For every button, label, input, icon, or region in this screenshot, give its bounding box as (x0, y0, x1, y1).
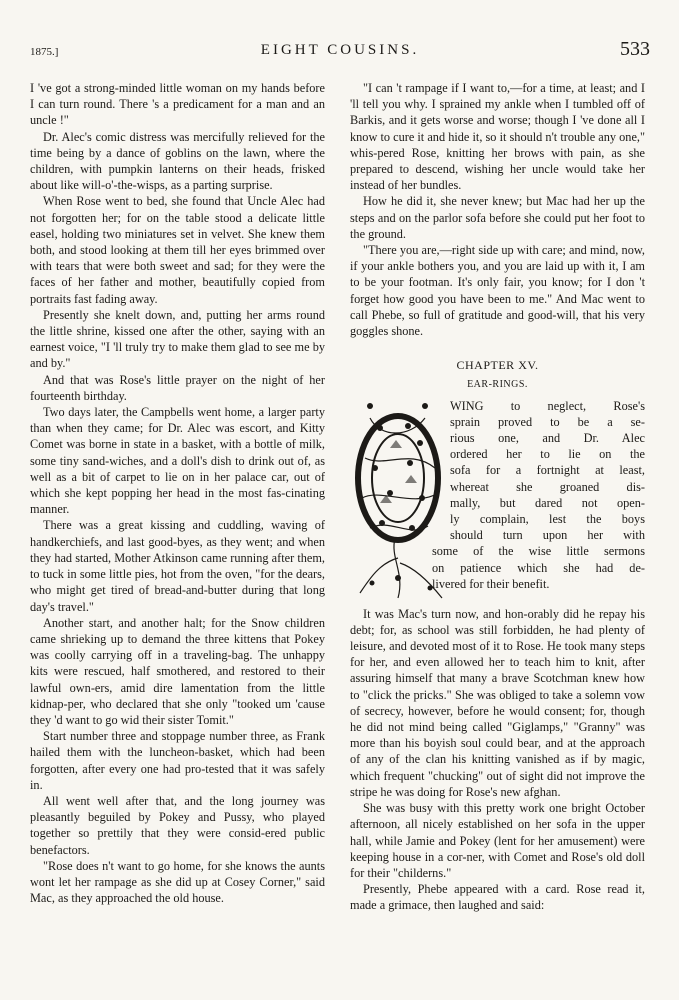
text-line: ly complain, lest the boys (450, 511, 645, 526)
paragraph: Dr. Alec's comic distress was mercifully relieved for the time being by a dance of goblins on the lawn, where the children, with pumpkin lanterns on their heads, frisked about like will-o'-the-wisps, as a parting surprise. (30, 129, 325, 193)
paragraph: She was busy with this pretty work one bright October afternoon, all nicely established on her sofa in the upper hall, while Jamie and Pokey (lent for her amusement) were keeping house in a cor-ner, with Comet and Rose's old doll for their "childerns." (350, 801, 645, 880)
paragraph: Presently she knelt down, and, putting her arms round the little shrine, kissed one after the other, saying with an earnest voice, "I 'll truly try to make them glad to see me by and by." (30, 307, 325, 371)
dropcap-text (350, 398, 645, 592)
paragraph: "There you are,—right side up with care; and mind, now, if your ankle bothers you, and you are laid up with it, I am to be your footman. It's only fair, you know; for I don 't forget how good you have been to me." And Mac went to call Phebe, so full of gratitude and good-will, that his very goggles shone. (350, 243, 645, 339)
text-line: WING to neglect, Rose's (450, 398, 645, 413)
paragraph: I 've got a strong-minded little woman on my hands before I can turn round. There 's a predicament for a man and an uncle !" (30, 81, 325, 128)
paragraph: There was a great kissing and cuddling, waving of handkerchiefs, and last good-byes, as they went; and when they had started, Mother Atkinson came running after them, to tuck in some little pies, hot from the oven, "for the dears, who might get tired of bread-and-butter during that long day's travel." (30, 518, 325, 614)
chapter-title: EAR-RINGS. (467, 379, 528, 391)
paragraph: And that was Rose's little prayer on the night of her fourteenth birthday. (30, 372, 325, 403)
text-line: some of the wise little sermons (432, 544, 645, 559)
paragraph: All went well after that, and the long journey was pleasantly beguiled by Pokey and Pussy, who played together so prettily that they were consid-ered public benefactors. (30, 793, 325, 857)
paragraph: Presently, Phebe appeared with a card. Rose read it, made a grimace, then laughed and said: (350, 882, 645, 913)
text-line: livered for their benefit. (432, 576, 550, 591)
text-line: mally, but dared not open- (450, 495, 645, 510)
running-header (30, 38, 650, 68)
paragraph: How he did it, she never knew; but Mac had her up the steps and on the parlor sofa before she could put her foot to the ground. (350, 194, 645, 241)
header-year: 1875.] (30, 46, 59, 58)
chapter-opening (350, 398, 645, 606)
text-line: ordered her to lie on the (450, 447, 645, 462)
chapter-heading: CHAPTER XV. (456, 358, 539, 373)
left-column (30, 80, 325, 906)
text-line: on patience which she had de- (432, 560, 645, 575)
text-line: whereat she groaned dis- (450, 479, 645, 494)
text-line: should turn upon her with (450, 528, 645, 543)
text-line: sofa for a fortnight at least, (450, 463, 645, 478)
page-number: 533 (620, 38, 650, 60)
paragraph: Two days later, the Campbells went home, a larger party than when they came; for Dr. Alec was escort, and Kitty Comet was borne in state in a basket, with a bottle of milk, some tiny sand-wiches, and a doll's dish to drink out of, as well as a bit of carpet to lie on in her palace car, out of which she kept popping her head in the most fas-cinating manner. (30, 405, 325, 517)
paragraph: Another start, and another halt; for the Snow children came shrieking up to demand the three kittens that Pokey was coolly carrying off in a traveling-bag. The unhappy kits were rescued, half smothered, and restored to their lawful own-ers, amid dire lamentation from the little kidnap-per, who declared that she only "tooked um 'cause they 'd want to go wid their sister Tomit." (30, 615, 325, 727)
paragraph: "I can 't rampage if I want to,—for a time, at least; and I 'll tell you why. I sprained my ankle when I tumbled off of Barkis, and it gets worse and worse; though I 've done all I know to cure it and hide it, so it should n't trouble any one," whis-pered Rose, knitting her brows with pain, as she prepared to descend, wishing her uncle would take her instead of her bundles. (350, 81, 645, 193)
paragraph: "Rose does n't want to go home, for she knows the aunts wont let her rampage as she did up at Cosey Corner," said Mac, as they approached the old house. (30, 858, 325, 906)
paragraph: When Rose went to bed, she found that Uncle Alec had not forgotten her; for on the table stood a delicate little easel, holding two miniatures set in velvet. She knew them both, and stood looking at them till her eyes brimmed over with tears that were both sweet and sad; for they were the faces of her father and mother, beautifully copied from portraits fast fading away. (30, 194, 325, 306)
paragraph: It was Mac's turn now, and hon-orably did he repay his debt; for, as school was still forbidden, he had plenty of leisure, and devoted most of it to Rose. He took many steps for her, and even allowed her to teach him to knit, after assuring himself that many a brave Scotchman knew how to "click the pricks." She was obliged to take a solemn vow of secrecy, however, before he would consent; for, though he did not mind being called "Giglamps," "Granny" was more than his boyish soul could bear, and at the approach of any of the clan his knitting vanished as if by magic, which frequent "chucking" out of sight did not improve the stripe he was doing for Rose's new afghan. (350, 606, 645, 799)
header-title: EIGHT COUSINS. (260, 42, 420, 58)
right-column (350, 80, 645, 914)
text-line: sprain proved to be a se- (450, 414, 645, 429)
paragraph: Start number three and stoppage number three, as Frank hailed them with the luncheon-basket, which had been forgotten, after every one had pro-tested that it was safely in. (30, 729, 325, 792)
text-line: rious one, and Dr. Alec (450, 431, 645, 446)
